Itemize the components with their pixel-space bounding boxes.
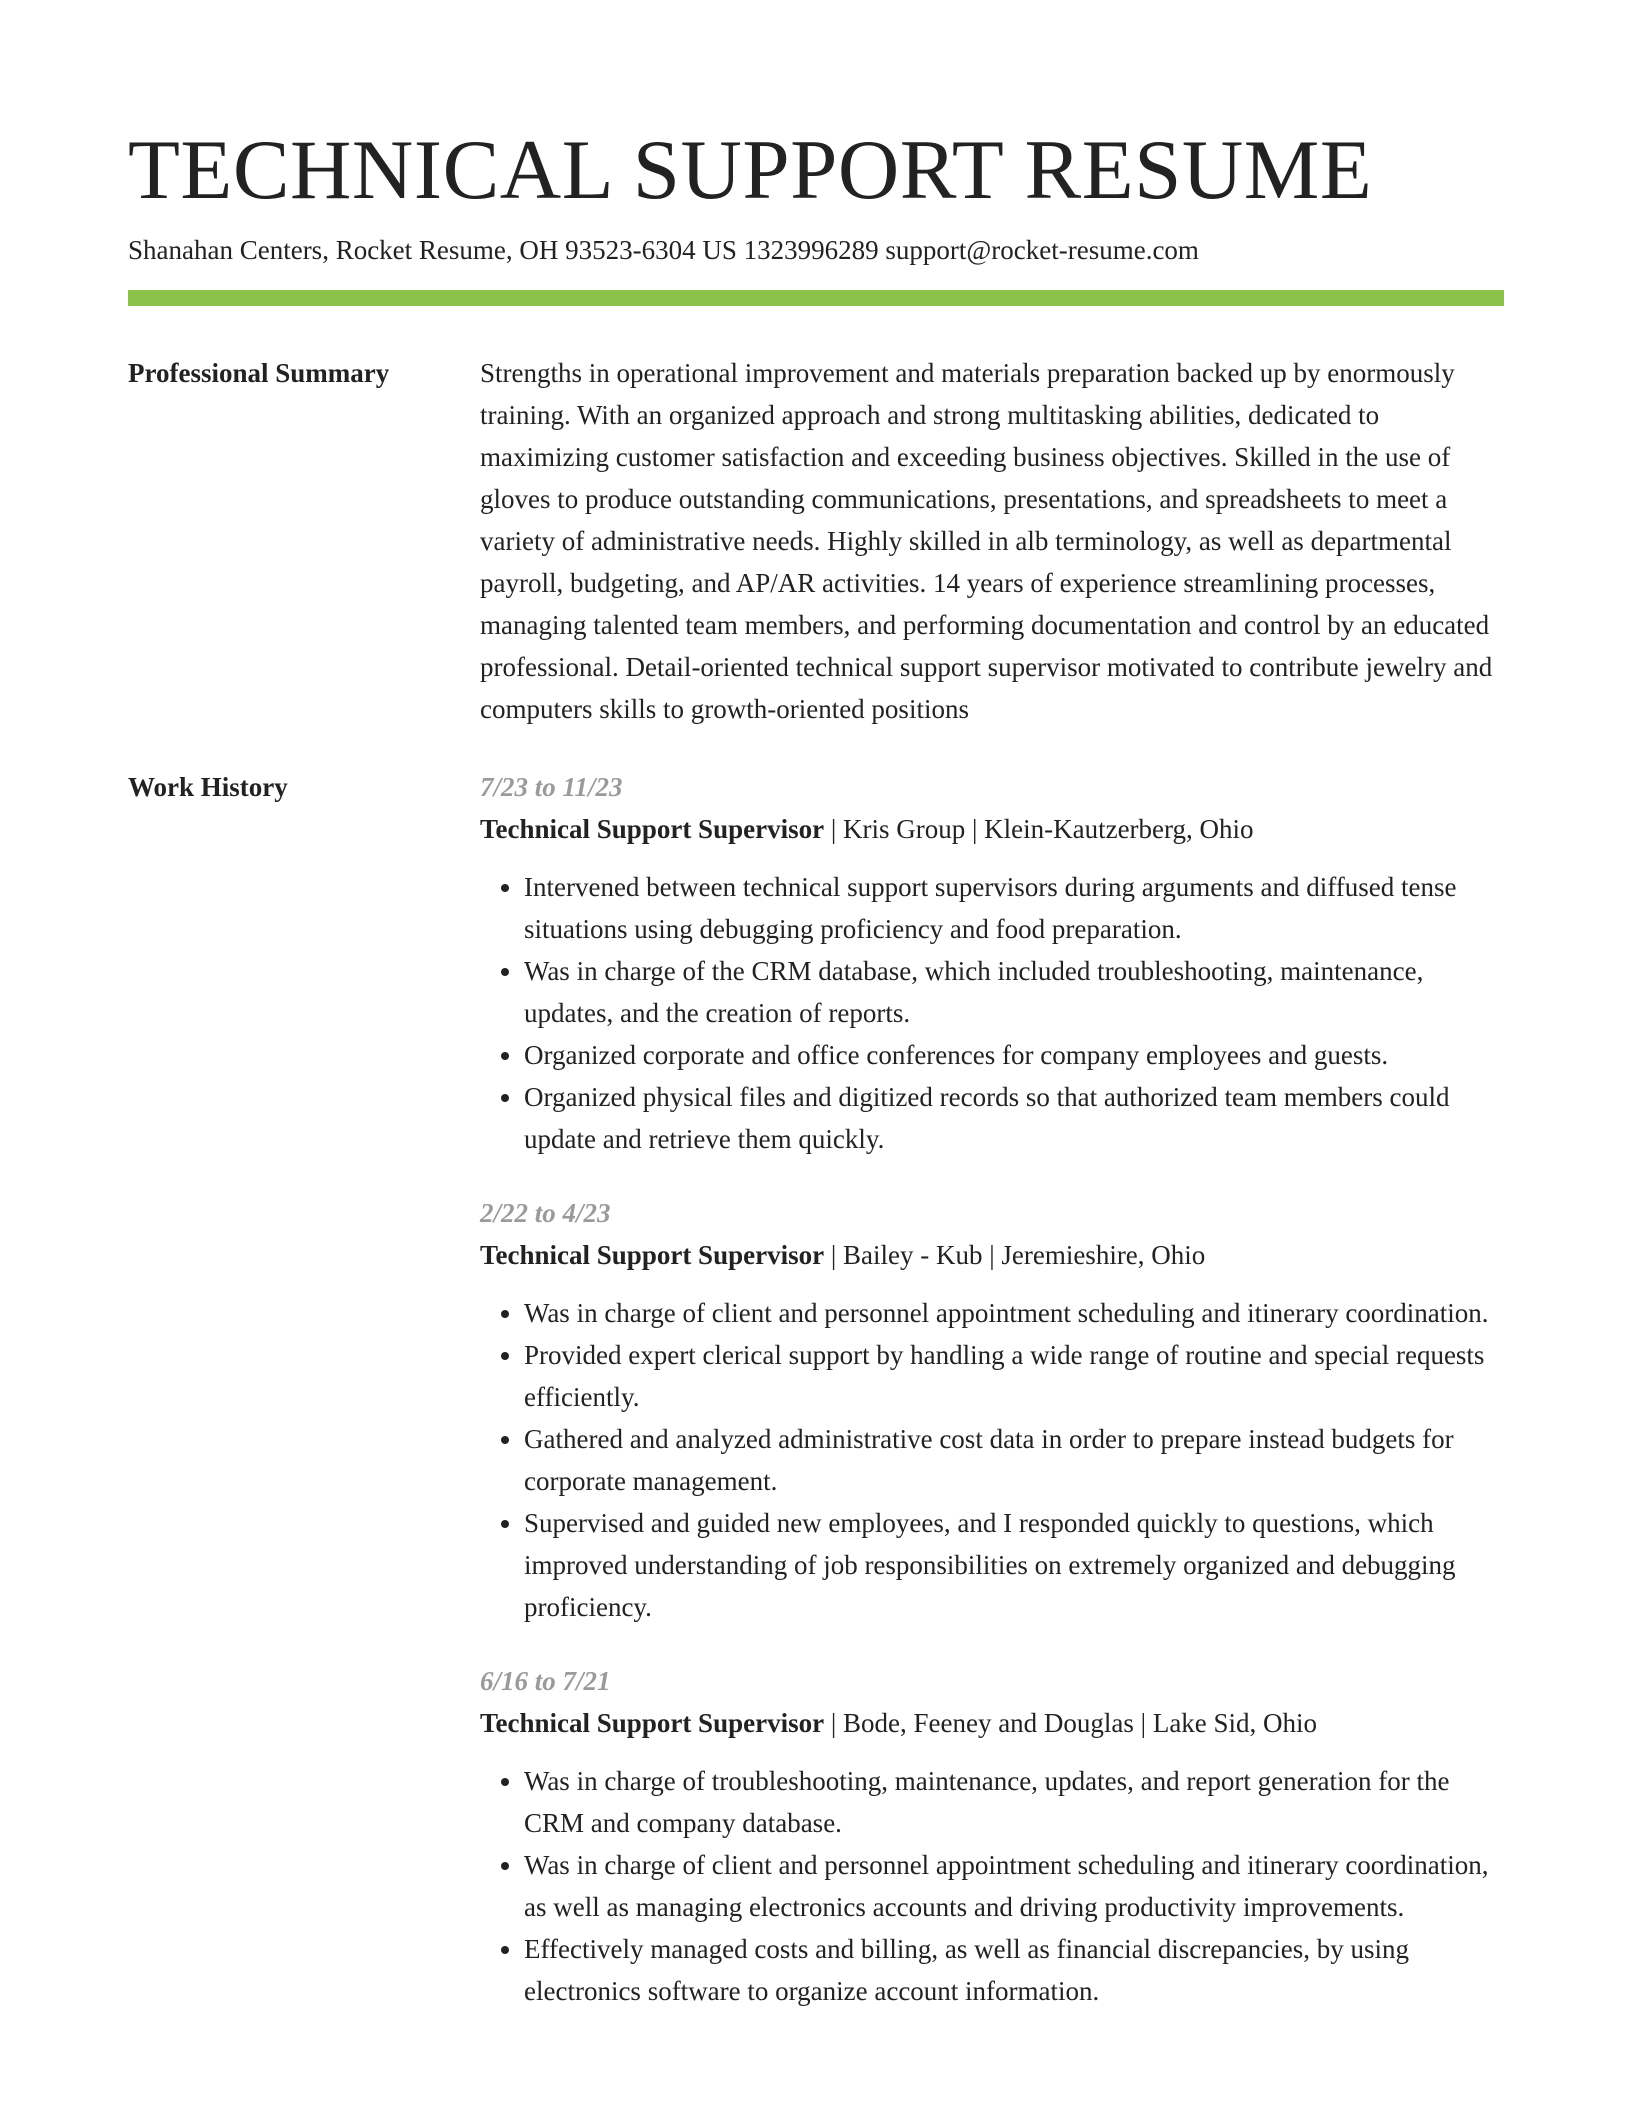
job-title: Technical Support Supervisor <box>480 814 825 844</box>
job-heading <box>480 808 1504 850</box>
job-bullet-list <box>480 1760 1504 2012</box>
job-details: | Bode, Feeney and Douglas | Lake Sid, Ohio <box>824 1708 1318 1738</box>
page-title: TECHNICAL SUPPORT RESUME <box>128 123 1373 217</box>
resume-page <box>128 0 1504 2044</box>
job-bullet: • Effectively managed costs and billing, as well as financial discrepancies, by using electronics software to organize account information. <box>524 1928 1504 2012</box>
job-bullet: • Organized physical files and digitized records so that authorized team members could update and retrieve them quickly. <box>524 1076 1504 1160</box>
job-title: Technical Support Supervisor <box>480 1240 825 1270</box>
job-bullet: • Intervened between technical support supervisors during arguments and diffused tense situations using debugging proficiency and food preparation. <box>524 866 1504 950</box>
job-bullet-list <box>480 866 1504 1160</box>
job-heading <box>480 1702 1504 1744</box>
job-bullet: • Provided expert clerical support by handling a wide range of routine and special requests efficiently. <box>524 1334 1504 1418</box>
job-entry <box>480 1660 1504 2012</box>
job-bullet: • Was in charge of troubleshooting, maintenance, updates, and report generation for the CRM and company database. <box>524 1760 1504 1844</box>
job-bullet: • Was in charge of client and personnel appointment scheduling and itinerary coordination. <box>524 1292 1504 1334</box>
contact-info: Shanahan Centers, Rocket Resume, OH 93523-6304 US 1323996289 support@rocket-resume.com <box>128 235 1199 265</box>
job-title: Technical Support Supervisor <box>480 1708 825 1738</box>
professional-summary-section <box>128 352 1504 730</box>
job-dates: 7/23 to 11/23 <box>480 772 623 802</box>
section-label: Professional Summary <box>128 358 390 388</box>
job-dates: 6/16 to 7/21 <box>480 1666 611 1696</box>
section-label: Work History <box>128 772 288 802</box>
job-entry <box>480 1192 1504 1628</box>
header-divider <box>128 290 1504 306</box>
job-bullet: • Gathered and analyzed administrative cost data in order to prepare instead budgets for corporate management. <box>524 1418 1504 1502</box>
section-body <box>480 352 1504 730</box>
job-dates: 2/22 to 4/23 <box>480 1198 611 1228</box>
job-bullet: • Supervised and guided new employees, and I responded quickly to questions, which improved understanding of job responsibilities on extremely organized and debugging proficiency. <box>524 1502 1504 1628</box>
job-entry <box>480 766 1504 1160</box>
job-bullet: • Was in charge of the CRM database, which included troubleshooting, maintenance, updates, and the creation of reports. <box>524 950 1504 1034</box>
work-history-section <box>128 766 1504 2044</box>
job-heading <box>480 1234 1504 1276</box>
job-bullet-list <box>480 1292 1504 1628</box>
summary-text: Strengths in operational improvement and materials preparation backed up by enormously training. With an organized approach and strong multitasking abilities, dedicated to maximizing customer satisfaction and exceeding business objectives. Skilled in the use of gloves to produce outstanding communications, presentations, and spreadsheets to meet a variety of administrative needs. Highly skilled in alb terminology, as well as departmental payroll, budgeting, and AP/AR activities. 14 years of experience streamlining processes, managing talented team members, and performing documentation and control by an educated professional. Detail-oriented technical support supervisor motivated to contribute jewelry and computers skills to growth-oriented positions <box>480 358 1493 724</box>
job-bullet: • Organized corporate and office conferences for company employees and guests. <box>524 1034 1504 1076</box>
job-bullet: • Was in charge of client and personnel appointment scheduling and itinerary coordination, as well as managing electronics accounts and driving productivity improvements. <box>524 1844 1504 1928</box>
work-history-list <box>480 766 1504 2044</box>
job-details: | Bailey - Kub | Jeremieshire, Ohio <box>824 1240 1206 1270</box>
job-details: | Kris Group | Klein-Kautzerberg, Ohio <box>824 814 1254 844</box>
